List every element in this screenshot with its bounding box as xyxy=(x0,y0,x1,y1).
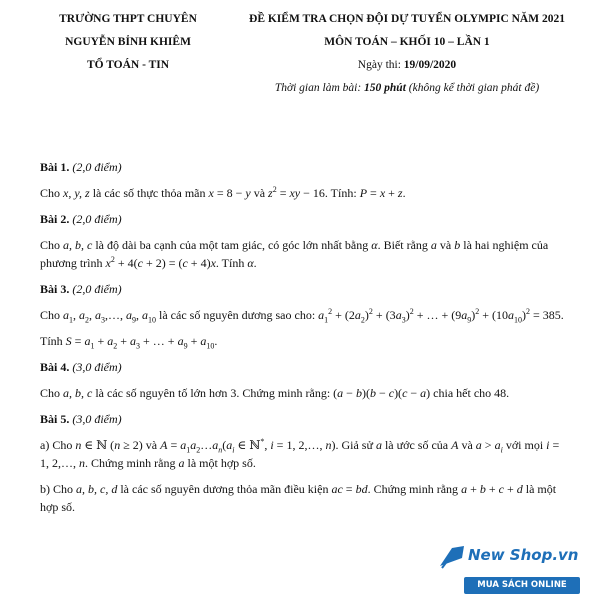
problem-3-text: Cho $a_1$, $a_2$, $a_3,\dots$, $a_9$, $a_{10}$ là các số nguyên dương sao cho: $a_1^2 + (2a_2)^2 + (3a_3)^2$ + … + $(9a_9)^2 + (10a_{10})^2 = 385$. xyxy=(40,307,564,325)
logo-brand: New Shop.vn xyxy=(468,546,579,564)
problem-1-title: Bài 1. (2,0 điểm) xyxy=(40,160,122,174)
time-note: (không kể thời gian phát đề) xyxy=(408,82,540,94)
problem-1-text: Cho x, y, z là các số thực thỏa mãn x = 8 − y và $z^2$ = xy − 16. Tính: P = x + z. xyxy=(40,185,406,200)
exam-date xyxy=(232,58,582,72)
problem-3-title: Bài 3. (2,0 điểm) xyxy=(40,282,122,296)
exam-title: ĐỀ KIỂM TRA CHỌN ĐỘI DỰ TUYỂN OLYMPIC NĂM 2021 xyxy=(249,13,565,25)
date-value: 19/09/2020 xyxy=(403,59,457,71)
subject-line: MÔN TOÁN – KHỐI 10 – LẦN 1 xyxy=(324,36,490,48)
time-label: Thời gian làm bài: xyxy=(274,82,362,94)
problem-5-title: Bài 5. (3,0 điểm) xyxy=(40,412,122,426)
problem-3-question: Tính $S = a_1 + a_2 + a_3$ + … + $a_9 + a_{10}$. xyxy=(40,334,218,351)
problem-5a-text: a) Cho n ∈ ℕ (n ≥ 2) và $A = a_1a_2\dots a_n(a_i$ ∈ ℕ*, i = 1, 2,…, n). Giả sử a là ước số của A và $a > a_i$ với mọi i = 1, 2,…, n. Chứng minh rằng a là một hợp số. xyxy=(40,437,560,470)
department-name: TỔ TOÁN - TIN xyxy=(86,59,170,71)
date-label: Ngày thi: xyxy=(357,59,401,71)
school-name-line1: TRƯỜNG THPT CHUYÊN xyxy=(59,13,197,25)
newshop-logo xyxy=(464,542,582,594)
exam-content xyxy=(40,150,570,516)
problem-5b-text: b) Cho a, b, c, d là các số nguyên dương thỏa mãn điều kiện ac = bd. Chứng minh rằng a + b + c + d là một hợp số. xyxy=(40,482,557,514)
logo-tagline: MUA SÁCH ONLINE xyxy=(464,577,580,594)
exam-duration xyxy=(232,81,582,95)
problem-4-title: Bài 4. (3,0 điểm) xyxy=(40,360,122,374)
rocket-icon xyxy=(438,542,466,570)
school-header xyxy=(28,12,228,81)
exam-header xyxy=(232,12,582,95)
time-value: 150 phút xyxy=(364,82,406,94)
problem-2-text: Cho a, b, c là độ dài ba cạnh của một tam giác, có góc lớn nhất bằng α. Biết rằng a và b là hai nghiệm của phương trình $x^2 + 4(c + 2) = (c + 4)x$. Tính α. xyxy=(40,238,549,270)
school-name-line2: NGUYỄN BỈNH KHIÊM xyxy=(65,36,191,48)
problem-2-title: Bài 2. (2,0 điểm) xyxy=(40,212,122,226)
problem-4-text: Cho a, b, c là các số nguyên tố lớn hơn 3. Chứng minh rằng: (a − b)(b − c)(c − a) chia hết cho 48. xyxy=(40,386,510,400)
